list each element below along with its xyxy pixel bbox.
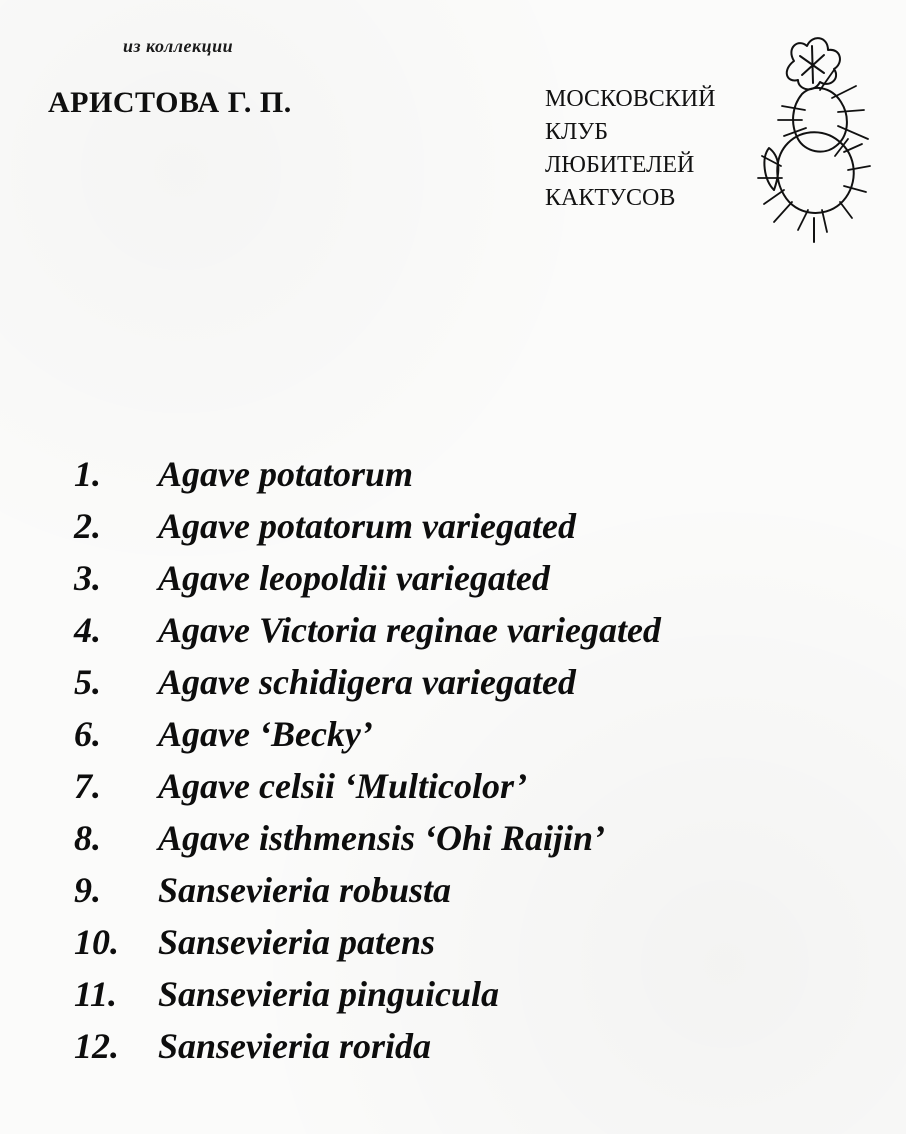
- plant-list-item: [74, 656, 874, 708]
- cactus-logo-icon: [740, 28, 880, 248]
- plant-number: 10.: [74, 922, 119, 962]
- plant-name: Agave potatorum: [158, 454, 414, 494]
- plant-name: Sansevieria patens: [158, 922, 436, 962]
- plant-list-item: [74, 916, 874, 968]
- plant-list-item: [74, 1020, 874, 1072]
- plant-list-item: [74, 812, 874, 864]
- plant-number: 6.: [74, 714, 101, 754]
- club-name-line-1: МОСКОВСКИЙ: [545, 86, 716, 112]
- plant-number: 4.: [74, 610, 101, 650]
- plant-list: [74, 448, 874, 1072]
- plant-list-item: [74, 552, 874, 604]
- plant-list-item: [74, 500, 874, 552]
- plant-name: Agave leopoldii variegated: [158, 558, 550, 598]
- plant-list-item: [74, 604, 874, 656]
- collection-owner: АРИСТОВА Г. П.: [48, 86, 292, 119]
- plant-name: Sansevieria robusta: [158, 870, 452, 910]
- club-name-line-3: ЛЮБИТЕЛЕЙ: [545, 152, 695, 178]
- plant-number: 1.: [74, 454, 101, 494]
- plant-name: Agave ‘Becky’: [158, 714, 373, 754]
- plant-name: Agave schidigera variegated: [158, 662, 576, 702]
- plant-name: Sansevieria pinguicula: [158, 974, 500, 1014]
- plant-number: 2.: [74, 506, 101, 546]
- plant-number: 3.: [74, 558, 101, 598]
- plant-list-item: [74, 448, 874, 500]
- plant-number: 8.: [74, 818, 101, 858]
- plant-name: Agave celsii ‘Multicolor’: [158, 766, 528, 806]
- plant-number: 12.: [74, 1026, 119, 1066]
- club-name: [545, 83, 715, 215]
- plant-name: Agave isthmensis ‘Ohi Raijin’: [158, 818, 606, 858]
- plant-list-item: [74, 760, 874, 812]
- plant-name: Agave potatorum variegated: [158, 506, 576, 546]
- club-name-line-4: КАКТУСОВ: [545, 185, 676, 211]
- plant-list-item: [74, 968, 874, 1020]
- plant-number: 5.: [74, 662, 101, 702]
- plant-name: Agave Victoria reginae variegated: [158, 610, 661, 650]
- plant-name: Sansevieria rorida: [158, 1026, 432, 1066]
- plant-list-item: [74, 708, 874, 760]
- plant-number: 11.: [74, 974, 118, 1014]
- collection-subtitle: из коллекции: [123, 36, 234, 56]
- plant-number: 7.: [74, 766, 101, 806]
- plant-list-item: [74, 864, 874, 916]
- plant-number: 9.: [74, 870, 101, 910]
- club-name-line-2: КЛУБ: [545, 119, 609, 145]
